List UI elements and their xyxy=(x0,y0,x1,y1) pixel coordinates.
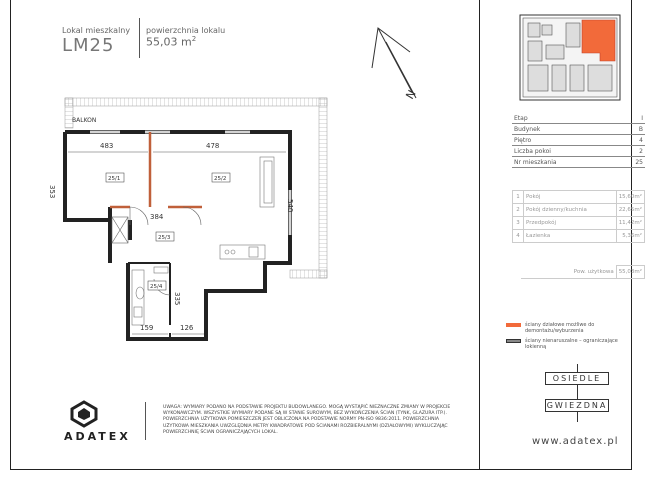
sofa xyxy=(260,157,274,207)
info-row: Nr mieszkania 25 xyxy=(514,158,643,166)
window-lines xyxy=(90,131,291,235)
demolishable-walls xyxy=(110,132,202,207)
unit-header xyxy=(62,26,130,56)
info-row: Budynek B xyxy=(514,125,643,133)
header-divider xyxy=(139,18,140,58)
area-value: 55,03 xyxy=(146,35,178,49)
note-divider xyxy=(145,402,146,440)
info-row: Liczba pokoi 2 xyxy=(514,147,643,155)
room-tag-1: 25/1 xyxy=(108,176,121,182)
balcony-label: BALKON xyxy=(72,117,97,124)
osiedle-label: OSIEDLE xyxy=(545,372,609,385)
estate-brand xyxy=(545,364,609,422)
room-row: 1 Pokój 15,60m² xyxy=(513,191,645,204)
north-arrow-icon xyxy=(360,20,440,110)
bathroom-fixtures xyxy=(132,267,168,325)
key-plan xyxy=(520,15,620,100)
balcony xyxy=(65,98,327,278)
gray-swatch xyxy=(506,339,521,343)
gwiezdna-label: GWIEZDNA xyxy=(546,401,608,410)
room-row: 2 Pokój dzienny/kuchnia 22,65m² xyxy=(513,204,645,217)
adatex-logo-icon xyxy=(68,400,100,428)
legend xyxy=(506,322,624,350)
unit-code: LM25 xyxy=(62,35,115,56)
room-tag-3: 25/3 xyxy=(158,235,171,241)
unit-label: Lokal mieszkalny xyxy=(62,26,131,35)
north-letter: N xyxy=(403,87,419,102)
kitchen-counter xyxy=(220,245,265,259)
rooms-table xyxy=(512,190,645,279)
area-sup: 2 xyxy=(191,35,197,43)
room-tag-2: 25/2 xyxy=(214,176,227,182)
area-header xyxy=(146,26,225,49)
room-row: 4 Łazienka 5,36m² xyxy=(513,230,645,243)
legend-orange-text: ściany działowe możliwe do demontażu/wyburzenia xyxy=(525,322,595,334)
dim-159: 159 xyxy=(140,324,154,332)
disclaimer-note: UWAGA: WYMIARY PODANO NA PODSTAWIE PROJEKTU BUDOWLANEGO. MOGĄ WYSTĄPIĆ NIEZNACZNE ZMIANY W PROJEKCIE WYKONAWCZYM. WSZYSTKIE WYMIARY PODANE SĄ W STANIE SUROWYM, BEZ WYKOŃCZENIA ŚCIAN (TYNK, GLAZURA ITP.). POWIERZCHNIA UŻYTKOWA POMIESZCZEŃ JEST OBLICZONA NA PODSTAWIE NORMY PN-ISO 9836:2011. POWIERZCHNIA UŻYTKOWA MIESZKANIA UWZGLĘDNIA METRY KWADRATOWE POD ŚCIANAMI ROZBIERALNYMI (DZIAŁOWYMI) WYKLUCZAJĄC POWIERZCHNIĘ ŚCIAN OGRANICZAJĄCYCH LOKAL. xyxy=(163,405,451,435)
dim-478: 478 xyxy=(206,142,220,150)
total-row: Pow. użytkowa 55,03m² xyxy=(512,266,645,279)
floor-plan xyxy=(20,95,340,345)
website-link[interactable]: www.adatex.pl xyxy=(532,436,619,447)
dim-126: 126 xyxy=(180,324,194,332)
dim-335: 335 xyxy=(173,292,181,306)
orange-swatch xyxy=(506,323,521,327)
info-table xyxy=(512,113,645,168)
dim-540: 540 xyxy=(286,199,294,213)
dim-483: 483 xyxy=(100,142,114,150)
room-row: 3 Przedpokój 11,42m² xyxy=(513,217,645,230)
outer-walls xyxy=(65,132,290,339)
area-label: powierzchnia lokalu xyxy=(146,26,226,35)
info-row: Etap I xyxy=(514,114,643,122)
dim-353: 353 xyxy=(48,185,56,199)
adatex-logo-text: ADATEX xyxy=(64,430,131,443)
dim-lines xyxy=(68,152,286,334)
entry-doorway xyxy=(112,217,128,243)
area-unit: m xyxy=(181,35,192,49)
dim-384: 384 xyxy=(150,213,164,221)
room-tag-4: 25/4 xyxy=(150,284,163,290)
legend-gray-text: ściany nienaruszalne – ograniczające lokienną xyxy=(525,338,618,350)
info-row: Piętro 4 xyxy=(514,136,643,144)
